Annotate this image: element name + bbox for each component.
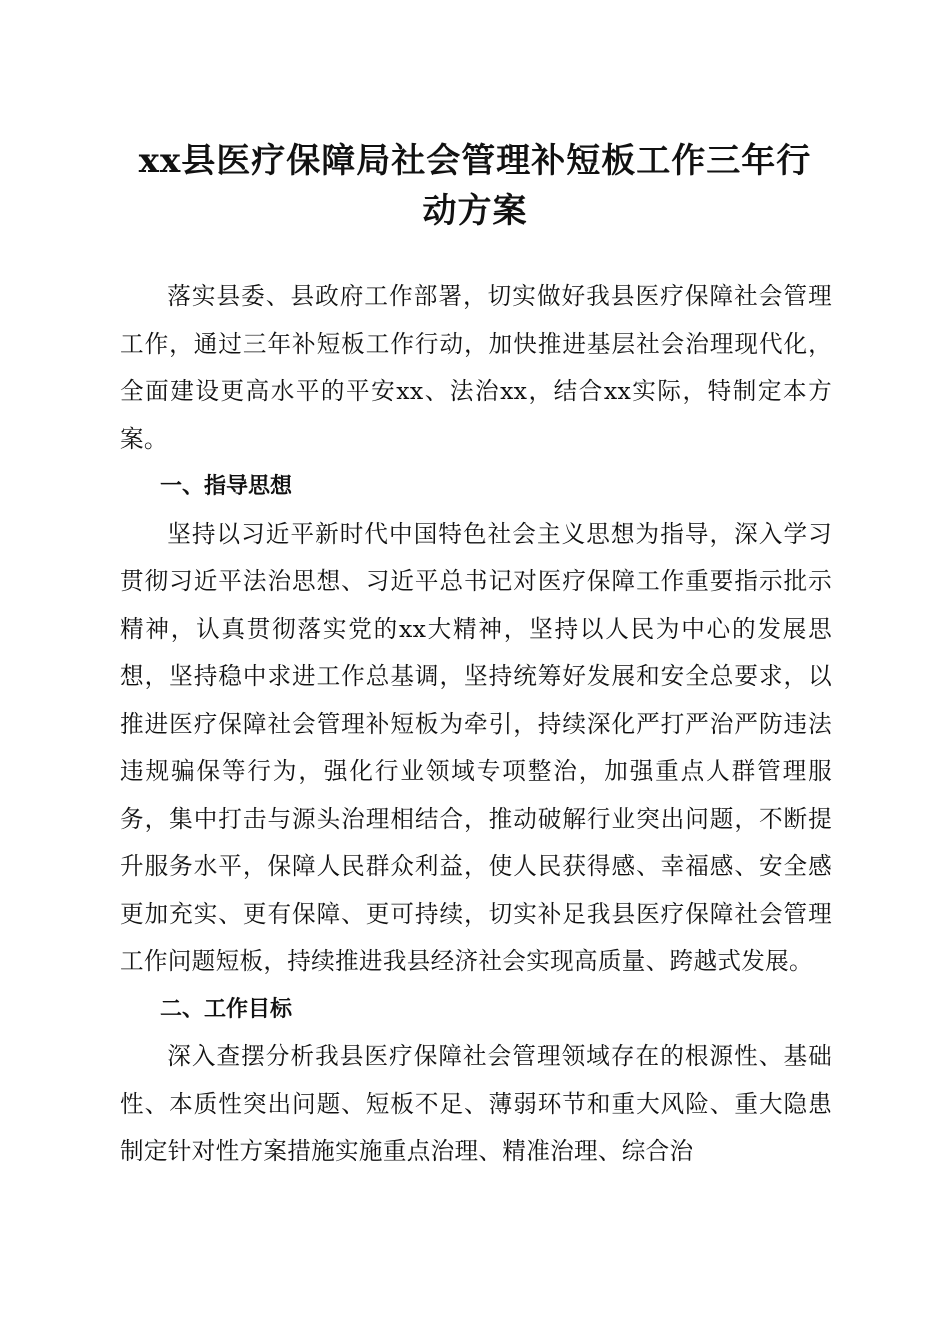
title-line-1: xx县医疗保障局社会管理补短板工作三年行 (138, 141, 812, 181)
title-line-2: 动方案 (422, 191, 528, 231)
section-heading-guiding-ideology: 一、指导思想 (160, 474, 293, 499)
document-body (120, 273, 832, 1176)
section-heading-work-goals: 二、工作目标 (160, 996, 293, 1022)
intro-paragraph: 落实县委、县政府工作部署，切实做好我县医疗保障社会管理工作，通过三年补短板工作行动，加快推进基层社会治理现代化，全面建设更高水平的平安xx、法治xx，结合xx实际，特制定本方案。 (120, 282, 832, 453)
guiding-ideology-paragraph: 坚持以习近平新时代中国特色社会主义思想为指导，深入学习贯彻习近平法治思想、习近平总书记对医疗保障工作重要指示批示精神，认真贯彻落实党的xx大精神，坚持以人民为中心的发展思想，坚持稳中求进工作总基调，坚持统筹好发展和安全总要求，以推进医疗保障社会管理补短板为牵引，持续深化严打严治严防违法违规骗保等行为，强化行业领域专项整治，加强重点人群管理服务，集中打击与源头治理相结合，推动破解行业突出问题，不断提升服务水平，保障人民群众利益，使人民获得感、幸福感、安全感更加充实、更有保障、更可持续，切实补足我县医疗保障社会管理工作问题短板，持续推进我县经济社会实现高质量、跨越式发展。 (120, 519, 832, 975)
work-goals-paragraph: 深入查摆分析我县医疗保障社会管理领域存在的根源性、基础性、本质性突出问题、短板不足、薄弱环节和重大风险、重大隐患制定针对性方案措施实施重点治理、精准治理、综合治 (120, 1042, 832, 1165)
document-title (100, 136, 850, 236)
